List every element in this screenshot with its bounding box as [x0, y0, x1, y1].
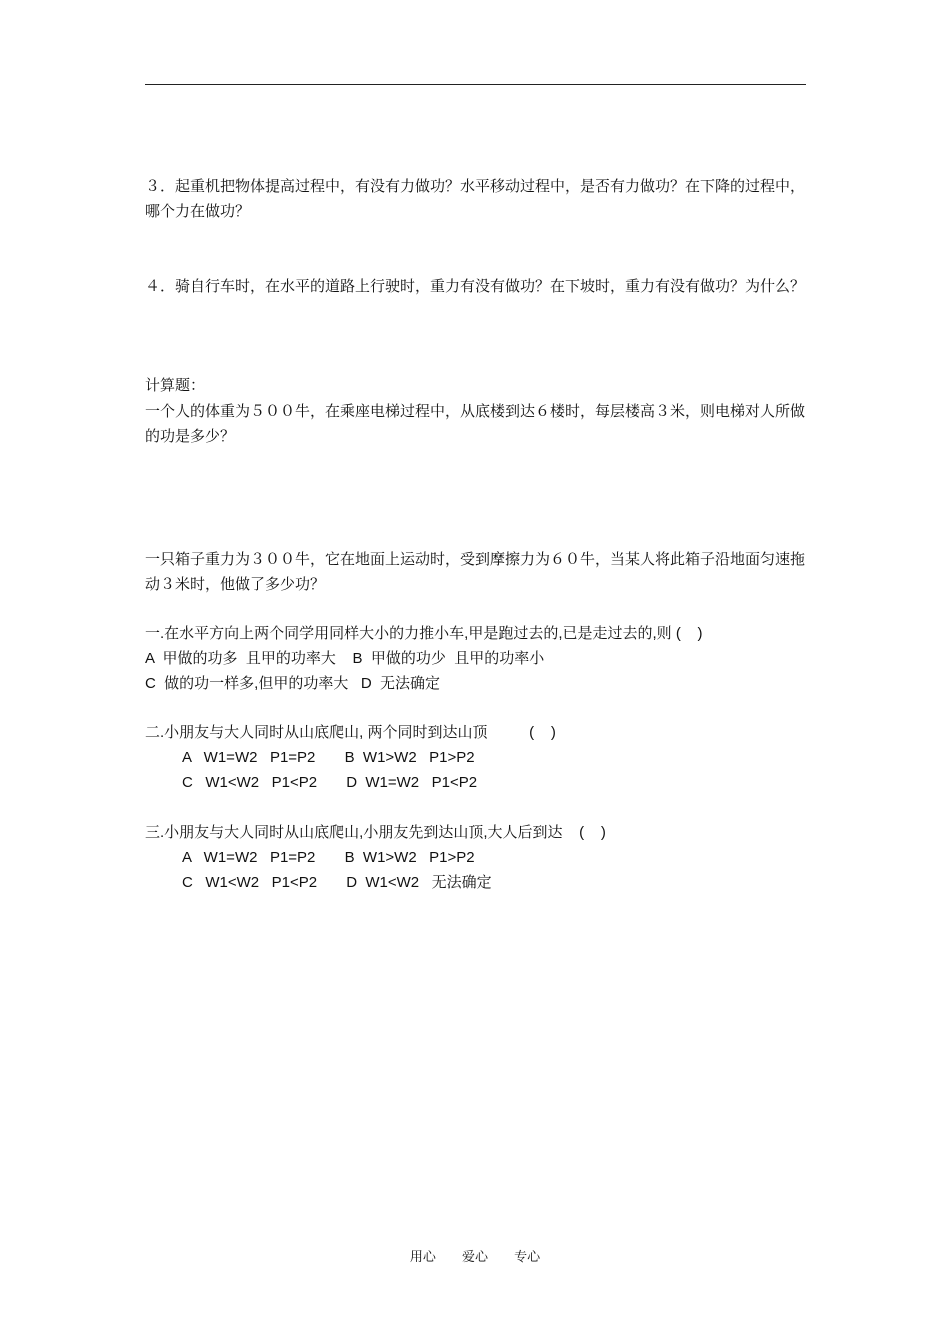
footer-text-2: 爱心 [461, 1250, 488, 1265]
mc3-stem: 三.小朋友与大人同时从山底爬山,小朋友先到达山顶,大人后到达 ( ) [145, 824, 606, 841]
mc2-options-1: A W1=W2 P1=P2 B W1>W2 P1>P2 [182, 749, 475, 766]
mc1-options-1: A 甲做的功多 且甲的功率大 B 甲做的功少 且甲的功率小 [145, 650, 545, 667]
mc2-stem: 二.小朋友与大人同时从山底爬山, 两个同时到达山顶 ( ) [145, 724, 556, 741]
mc3-options-2: C W1<W2 P1<P2 D W1<W2 无法确定 [182, 874, 492, 891]
calc-problem-2: 一只箱子重力为３００牛，它在地面上运动时，受到摩擦力为６０牛，当某人将此箱子沿地面匀速拖动３米时，他做了多少功？ [145, 550, 806, 593]
page-footer [0, 1248, 950, 1268]
calc-heading: 计算题： [145, 376, 206, 394]
footer-text-3: 专心 [514, 1250, 541, 1265]
footer-text-1: 用心 [409, 1250, 436, 1265]
question-3: ３．起重机把物体提高过程中，有没有力做功？水平移动过程中，是否有力做功？在下降的过程中，哪个力在做功？ [145, 177, 806, 220]
mc1-options-2: C 做的功一样多,但甲的功率大 D 无法确定 [145, 675, 441, 692]
header-rule [145, 84, 806, 85]
mc2-options-2: C W1<W2 P1<P2 D W1=W2 P1<P2 [182, 774, 478, 791]
question-4: ４．骑自行车时，在水平的道路上行驶时，重力有没有做功？在下坡时，重力有没有做功？为什么？ [145, 277, 806, 295]
mc3-options-1: A W1=W2 P1=P2 B W1>W2 P1>P2 [182, 849, 475, 866]
mc1-stem: 一.在水平方向上两个同学用同样大小的力推小车,甲是跑过去的,已是走过去的,则 ( ) [145, 625, 703, 642]
calc-problem-1: 一个人的体重为５００牛，在乘座电梯过程中，从底楼到达６楼时，每层楼高３米，则电梯对人所做的功是多少？ [145, 402, 806, 445]
